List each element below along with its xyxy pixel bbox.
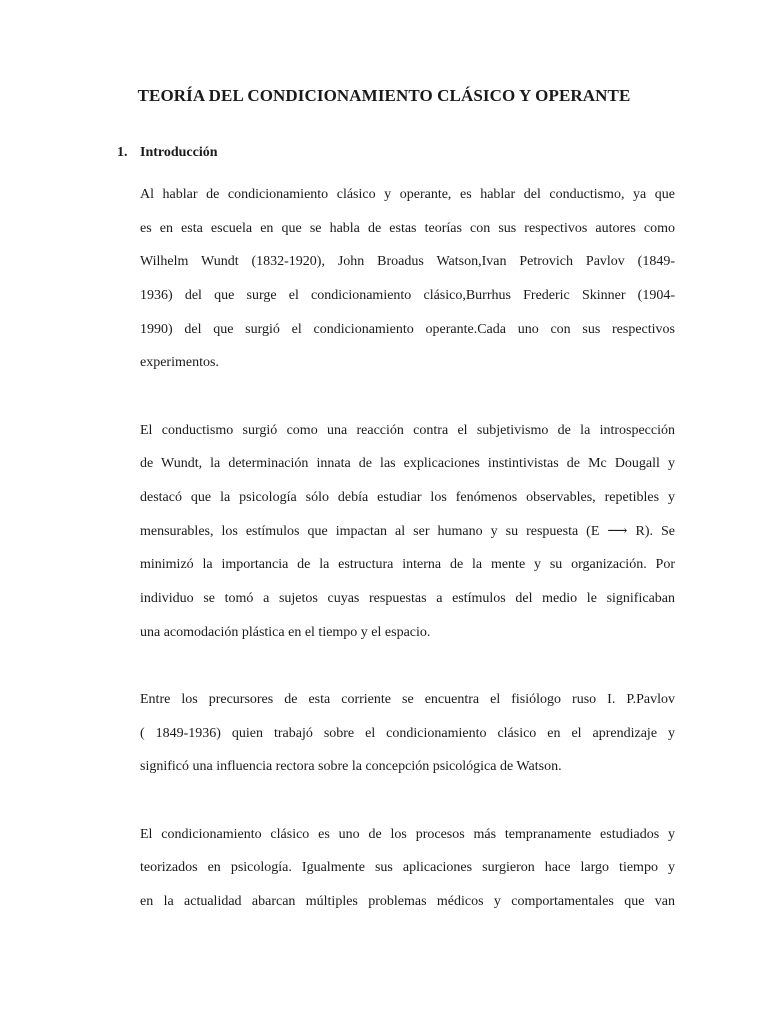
text-line: destacó que la psicología sólo debía estudiar los fenómenos observables, repetibles y — [140, 490, 675, 505]
text-line: El condicionamiento clásico es uno de los procesos más tempranamente estudiados y — [140, 826, 675, 842]
section-heading — [117, 145, 218, 161]
text-line: significó una influencia rectora sobre la concepción psicológica de Watson. — [140, 759, 562, 775]
paragraph — [140, 683, 675, 784]
document-title: TEORÍA DEL CONDICIONAMIENTO CLÁSICO Y OPERANTE — [137, 86, 631, 105]
text-line: El conductismo surgió como una reacción contra el subjetivismo de la introspección — [140, 422, 675, 438]
text-line: Wilhelm Wundt (1832-1920), John Broadus Watson,Ivan Petrovich Pavlov (1849- — [140, 254, 675, 270]
text-line: una acomodación plástica en el tiempo y el espacio. — [140, 624, 431, 640]
text-line: mensurables, los estímulos que impactan al ser humano y su respuesta (E ⟶ R). Se — [140, 523, 675, 539]
text-line: Entre los precursores de esta corriente se encuentra el fisiólogo ruso I. P.Pavlov — [140, 691, 675, 707]
text-line: de Wundt, la determinación innata de las explicaciones instintivistas de Mc Dougall y — [140, 456, 675, 472]
text-line: individuo se tomó a sujetos cuyas respuestas a estímulos del medio le significaban — [140, 591, 675, 607]
paragraph — [140, 178, 675, 380]
section-title: Introducción — [140, 145, 218, 160]
text-line: 1936) del que surge el condicionamiento clásico,Burrhus Frederic Skinner (1904- — [140, 288, 675, 304]
text-line: 1990) del que surgió el condicionamiento operante.Cada uno con sus respectivos — [140, 321, 675, 337]
text-line: ( 1849-1936) quien trabajó sobre el condicionamiento clásico en el aprendizaje y — [140, 725, 675, 741]
document-body — [140, 178, 675, 952]
text-line: teorizados en psicología. Igualmente sus aplicaciones surgieron hace largo tiempo y — [140, 860, 675, 876]
text-line: es en esta escuela en que se habla de estas teorías con sus respectivos autores como — [140, 220, 675, 236]
paragraph — [140, 414, 675, 650]
text-line: minimizó la importancia de la estructura interna de la mente y su organización. Por — [140, 557, 675, 573]
section-number: 1. — [117, 145, 128, 160]
text-line: en la actualidad abarcan múltiples problemas médicos y comportamentales que van — [140, 893, 675, 909]
text-line: experimentos. — [140, 355, 219, 371]
paragraph — [140, 818, 675, 919]
text-line: Al hablar de condicionamiento clásico y operante, es hablar del conductismo, ya que — [140, 187, 675, 202]
